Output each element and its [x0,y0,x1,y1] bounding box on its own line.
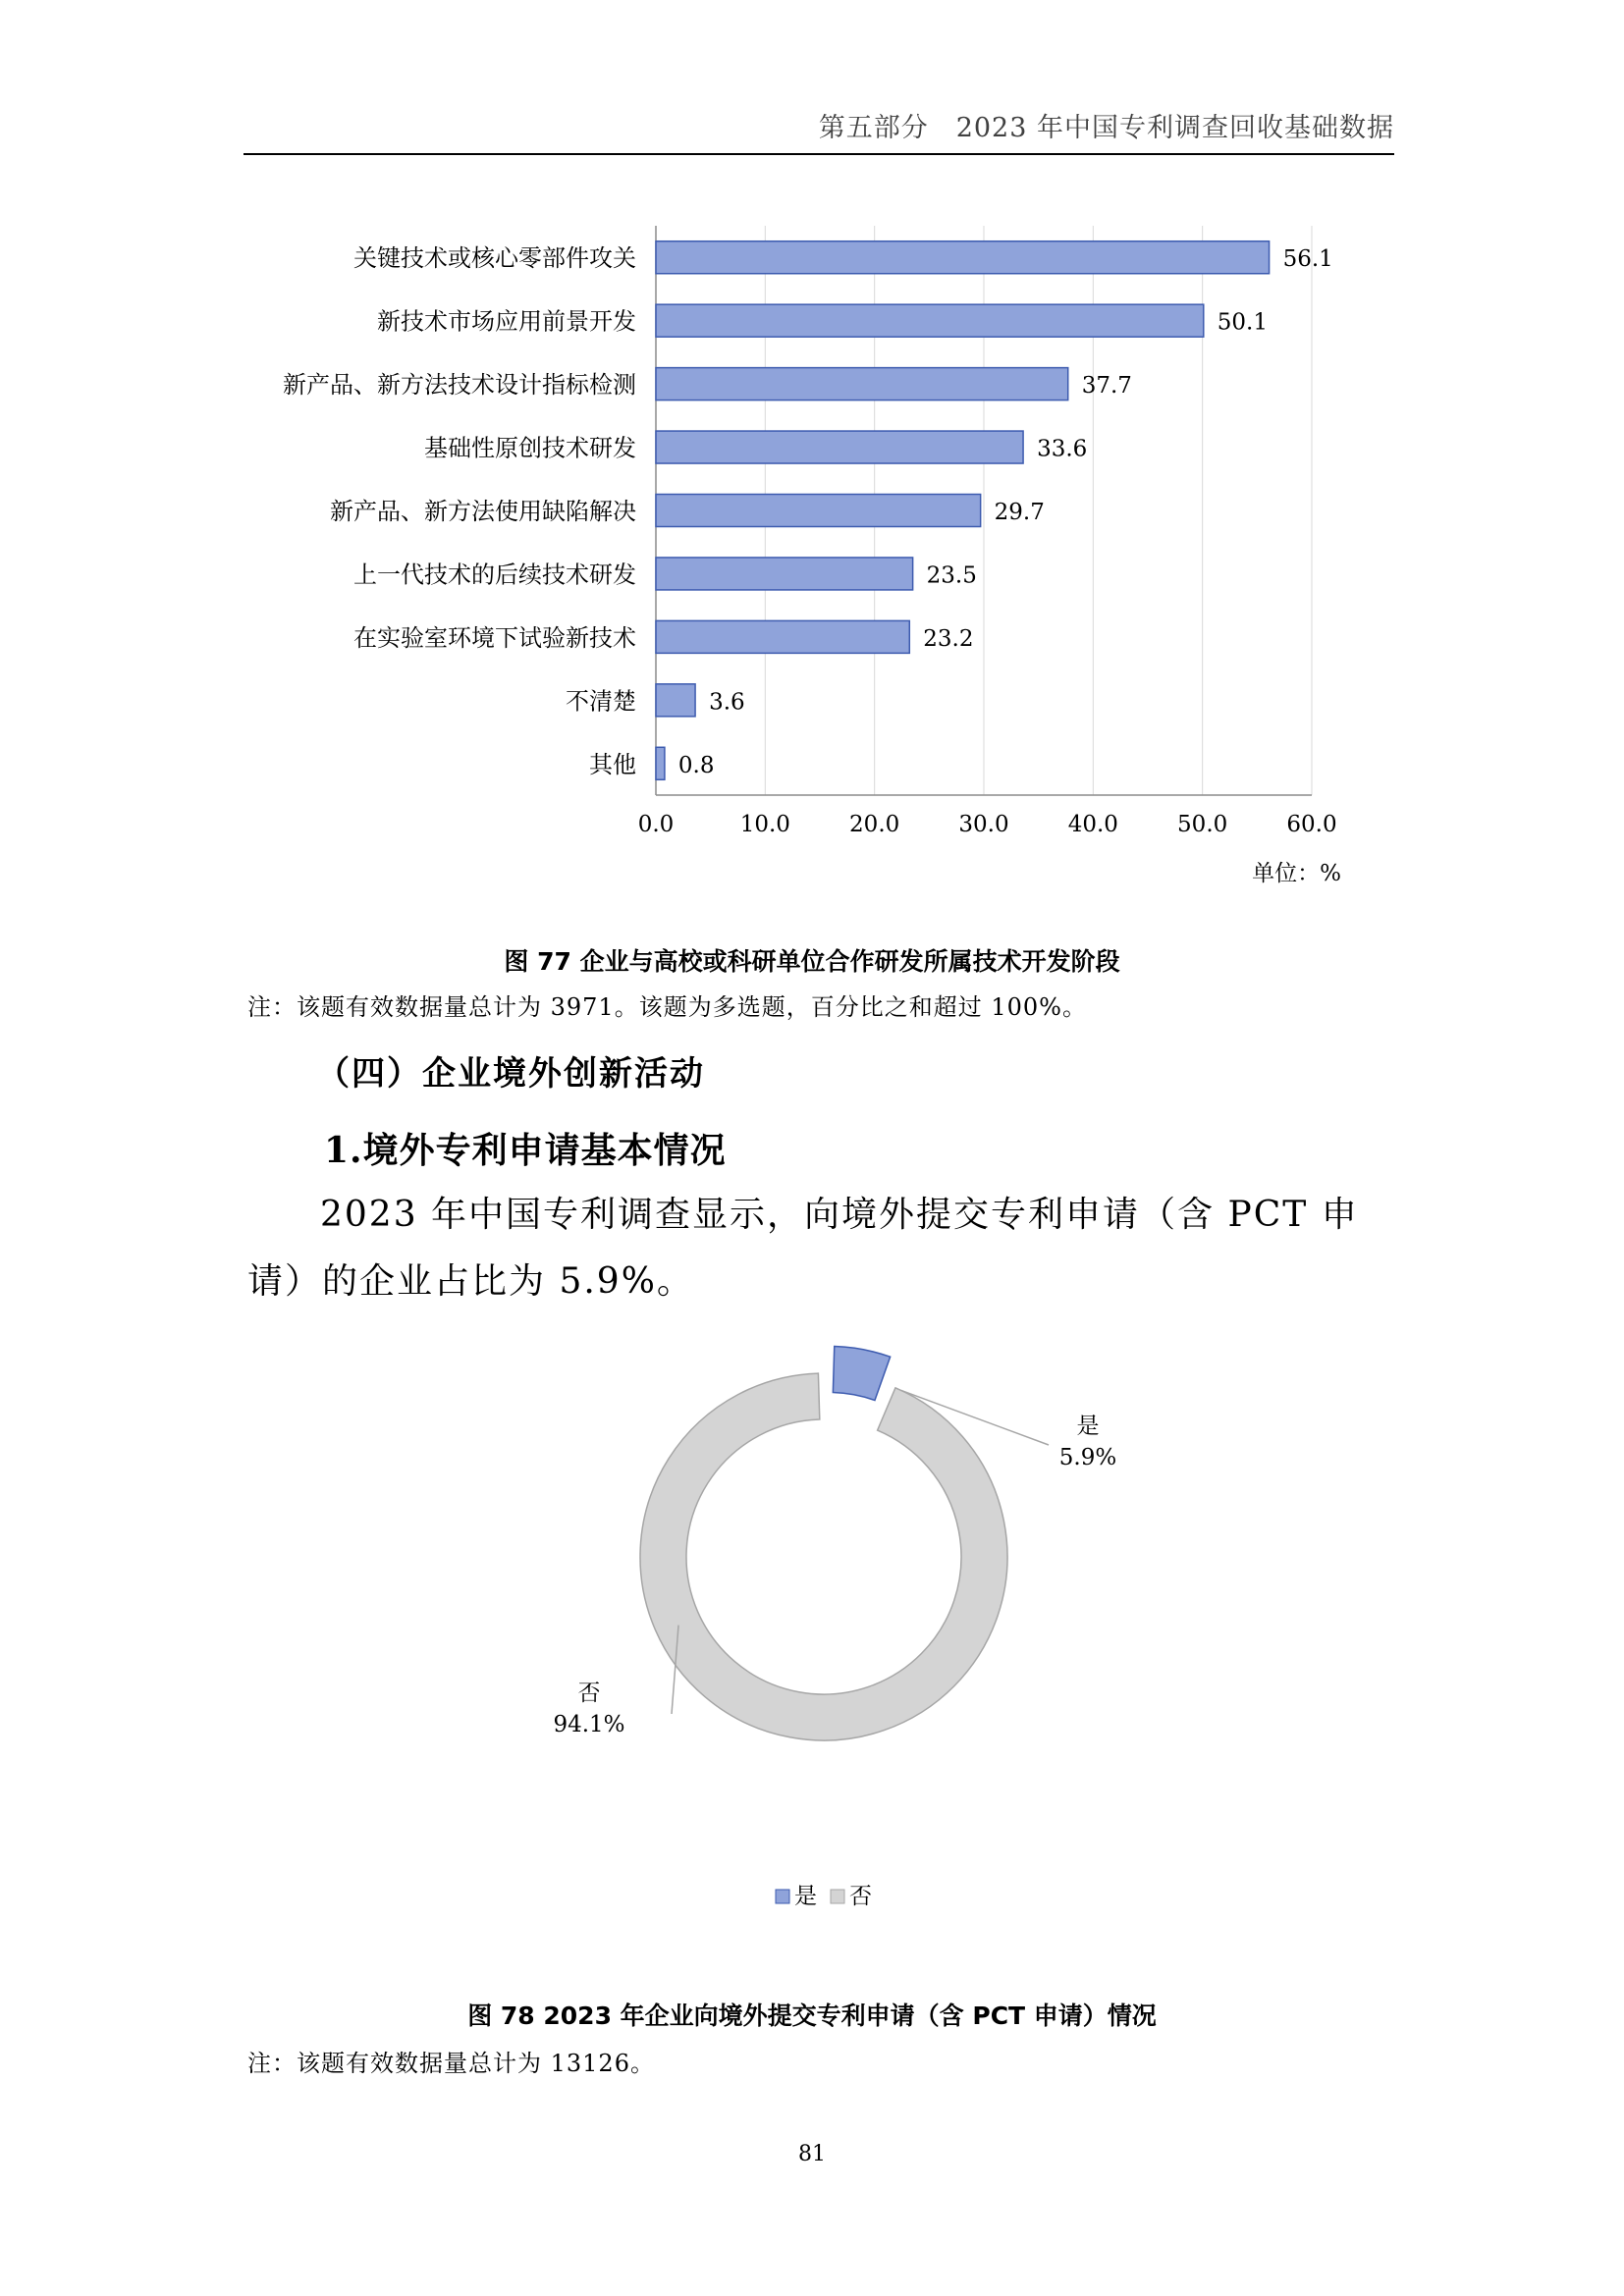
category-label: 关键技术或核心零部件攻关 [353,244,636,273]
legend-label: 是 [794,1884,817,1909]
category-label: 新技术市场应用前景开发 [377,307,636,336]
legend-swatch [831,1890,844,1903]
category-label: 不清楚 [566,687,636,716]
x-tick-label: 10.0 [739,812,790,837]
donut-slice [640,1373,1007,1740]
donut-slices [640,1347,1007,1740]
bar-chart-figure77 [0,0,1624,913]
paragraph-text: 2023 年中国专利调查显示，向境外提交专利申请（含 PCT 申请）的企业占比为 5.9%。 [247,1195,1359,1302]
value-label: 3.6 [709,689,745,716]
unit-label: 单位：% [1252,861,1341,886]
bar [656,684,695,717]
x-tick-label: 60.0 [1286,812,1337,837]
value-label: 33.6 [1037,436,1088,462]
legend-swatch [776,1890,789,1903]
subsection-heading: 1.境外专利申请基本情况 [324,1130,727,1171]
legend-label: 否 [849,1884,872,1909]
bar [656,747,665,779]
figure78-caption: 图 78 2023 年企业向境外提交专利申请（含 PCT 申请）情况 [467,2002,1157,2030]
x-tick-label: 20.0 [849,812,900,837]
figure77-caption: 图 77 企业与高校或科研单位合作研发所属技术开发阶段 [504,947,1120,976]
page-header: 第五部分 2023 年中国专利调查回收基础数据 [818,113,1394,143]
bar [656,558,913,590]
x-tick-label: 40.0 [1067,812,1118,837]
figure78-note: 注：该题有效数据量总计为 13126。 [247,2050,655,2077]
bars [656,241,1270,780]
x-tick-label: 30.0 [958,812,1009,837]
value-label: 50.1 [1217,309,1268,336]
category-label: 基础性原创技术研发 [424,434,636,462]
value-label: 23.2 [923,625,974,652]
page-number: 81 [798,2142,826,2166]
slice-label-value: 5.9% [1058,1445,1117,1470]
slice-label-value: 94.1% [553,1712,625,1737]
slice-label-name: 否 [577,1681,601,1706]
body-paragraph [247,1182,1406,1315]
bar [656,431,1023,463]
bar [656,495,981,527]
slice-label-name: 是 [1076,1414,1100,1439]
x-tick-label: 50.0 [1177,812,1228,837]
value-label: 56.1 [1282,246,1333,273]
value-label: 23.5 [926,562,977,589]
category-labels [283,244,636,778]
donut-chart-figure78 [0,1335,1624,1944]
bar [656,241,1270,274]
x-tick-labels [638,812,1337,837]
category-label: 上一代技术的后续技术研发 [353,561,636,589]
bar [656,620,909,653]
category-label: 新产品、新方法使用缺陷解决 [330,498,636,525]
section-heading: （四）企业境外创新活动 [316,1054,705,1094]
category-label: 在实验室环境下试验新技术 [353,623,636,652]
slice-labels [553,1414,1116,1737]
figure77-note: 注：该题有效数据量总计为 3971。该题为多选题，百分比之和超过 100%。 [247,993,1087,1021]
legend [776,1884,872,1909]
donut-slice [833,1347,890,1401]
category-label: 新产品、新方法技术设计指标检测 [283,371,636,400]
x-tick-label: 0.0 [637,812,675,837]
bar [656,368,1068,400]
value-label: 37.7 [1081,373,1132,400]
value-label: 0.8 [677,752,715,778]
bar [656,304,1204,337]
category-label: 其他 [589,750,636,778]
value-label: 29.7 [994,500,1045,525]
